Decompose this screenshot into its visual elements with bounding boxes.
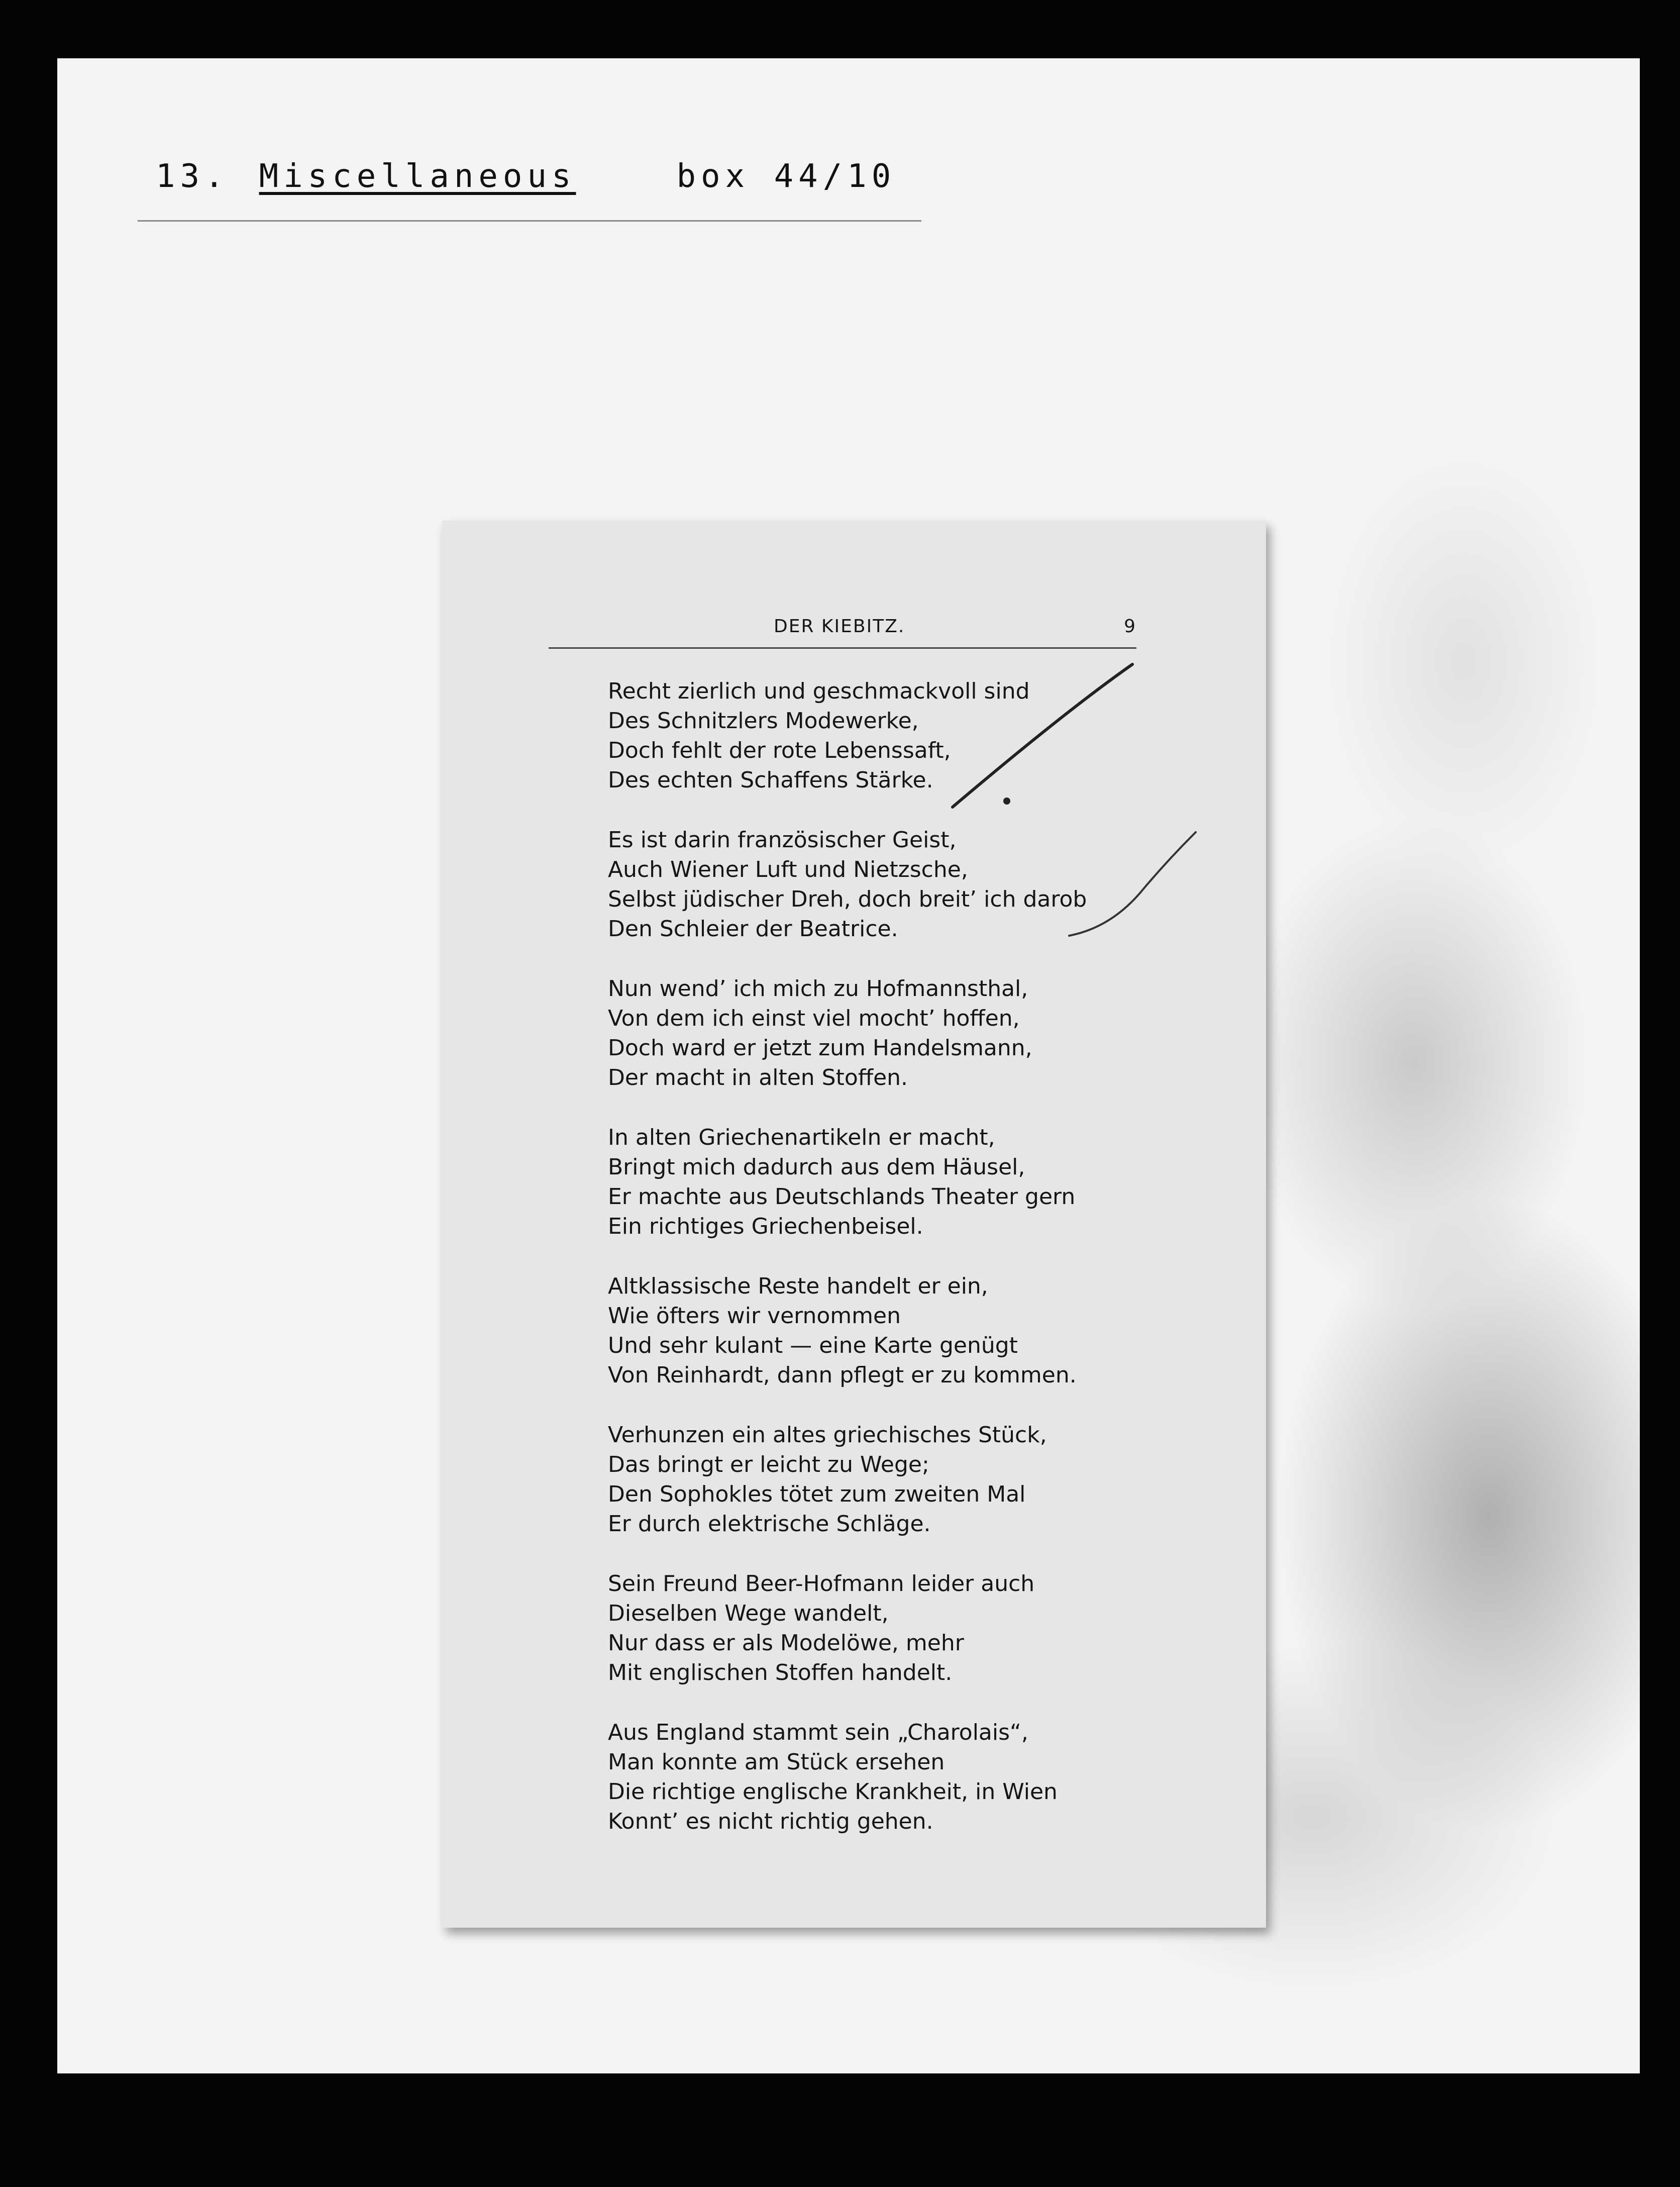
folder-header (156, 158, 896, 195)
header-divider (138, 220, 921, 222)
poem-line: Ein richtiges Griechenbeisel. (608, 1214, 923, 1239)
poem-line: Des Schnitzlers Modewerke, (608, 708, 919, 734)
poem-line: Bringt mich dadurch aus dem Häusel, (608, 1154, 1025, 1180)
pencil-mark (953, 664, 1132, 807)
poem-line: Von Reinhardt, dann pflegt er zu kommen. (608, 1362, 1077, 1388)
poem-line: Nun wend’ ich mich zu Hofmannsthal, (608, 976, 1028, 1002)
poem-line: Mit englischen Stoffen handelt. (608, 1660, 953, 1685)
poem-line: Dieselben Wege wandelt, (608, 1601, 889, 1626)
poem-line: Und sehr kulant — eine Karte genügt (608, 1333, 1018, 1358)
poem-line: Doch fehlt der rote Lebenssaft, (608, 738, 951, 763)
poem-line: Die richtige englische Krankheit, in Wien (608, 1779, 1058, 1805)
poem-line: Des echten Schaffens Stärke. (608, 767, 933, 793)
folder-number: 13. (156, 158, 229, 195)
newspaper-clipping (442, 521, 1266, 1928)
poem-line: Altklassische Reste handelt er ein, (608, 1273, 988, 1299)
pencil-marks (442, 521, 1266, 1928)
poem-line: Er durch elektrische Schläge. (608, 1511, 931, 1537)
poem-line: Den Schleier der Beatrice. (608, 916, 898, 942)
poem-line: Sein Freund Beer-Hofmann leider auch (608, 1571, 1035, 1597)
pencil-dot (1003, 798, 1010, 805)
poem-line: Auch Wiener Luft und Nietzsche, (608, 857, 968, 882)
publication-title: DER KIEBITZ. (774, 616, 905, 637)
poem-line: Verhunzen ein altes griechisches Stück, (608, 1422, 1047, 1448)
poem-line: Von dem ich einst viel mocht’ hoffen, (608, 1006, 1020, 1031)
page-number: 9 (1124, 616, 1136, 637)
poem-line: Aus England stammt sein „Charolais“, (608, 1720, 1028, 1745)
poem-line: Konnt’ es nicht richtig gehen. (608, 1809, 933, 1834)
pencil-mark (1069, 832, 1196, 936)
poem-line: Doch ward er jetzt zum Handelsmann, (608, 1035, 1032, 1061)
poem-line: Es ist darin französischer Geist, (608, 827, 957, 853)
poem-line: Wie öfters wir vernommen (608, 1303, 901, 1329)
poem-line: Den Sophokles tötet zum zweiten Mal (608, 1481, 1026, 1507)
box-label: box 44/10 (676, 158, 896, 195)
folder-title: Miscellaneous (259, 158, 576, 195)
poem-line: Nur dass er als Modelöwe, mehr (608, 1630, 964, 1656)
poem-line: In alten Griechenartikeln er macht, (608, 1125, 995, 1150)
poem-line: Selbst jüdischer Dreh, doch breit’ ich darob (608, 886, 1087, 912)
poem-line: Das bringt er leicht zu Wege; (608, 1452, 929, 1477)
poem-line: Er machte aus Deutschlands Theater gern (608, 1184, 1076, 1210)
archive-sheet (57, 58, 1640, 2073)
poem-line: Recht zierlich und geschmackvoll sind (608, 678, 1030, 704)
poem-line: Man konnte am Stück ersehen (608, 1749, 945, 1775)
poem-line: Der macht in alten Stoffen. (608, 1065, 908, 1090)
